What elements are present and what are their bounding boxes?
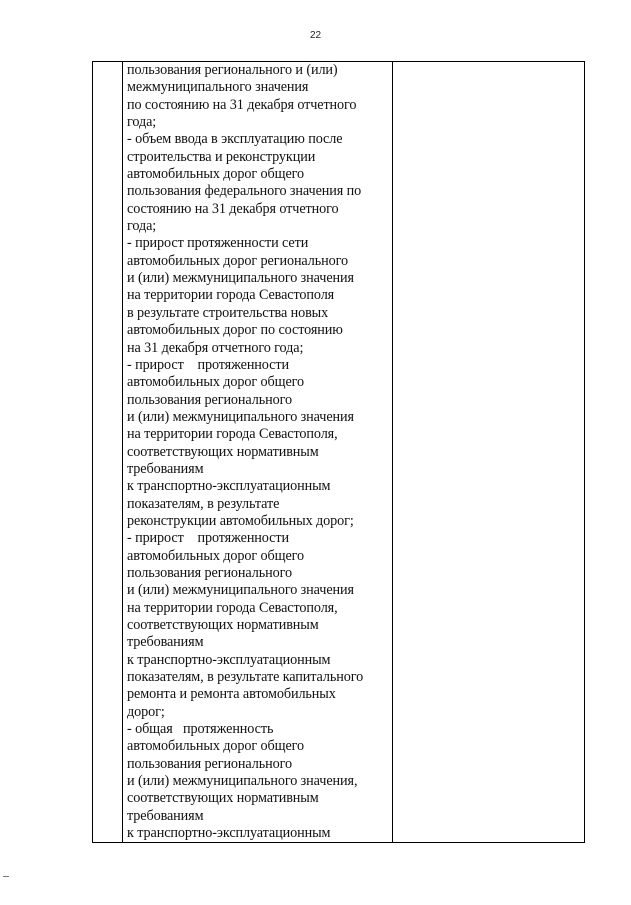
text-line: года; (127, 218, 157, 235)
text-line: и (или) межмуниципального значения (127, 582, 354, 599)
indicators-text (123, 62, 392, 842)
text-line: автомобильных дорог общего (127, 547, 305, 564)
text-line: пользования регионального (127, 391, 292, 408)
text-line: к транспортно-эксплуатационным (127, 651, 331, 668)
text-line: автомобильных дорог общего (127, 374, 305, 391)
text-line: на территории города Севастополя, (127, 426, 338, 443)
text-line: пользования регионального (127, 564, 292, 581)
text-line: на территории города Севастополя (127, 287, 335, 304)
text-line: соответствующих нормативным (127, 790, 319, 807)
text-line: автомобильных дорог по состоянию (127, 322, 343, 339)
text-line: требованиям (127, 807, 204, 824)
text-line: дорог; (127, 703, 165, 720)
text-line: - общая протяженность (127, 721, 274, 738)
text-line: требованиям (127, 634, 204, 651)
text-line: и (или) межмуниципального значения, (127, 773, 358, 790)
text-line: требованиям (127, 460, 204, 477)
text-line: автомобильных дорог регионального (127, 252, 348, 269)
text-line: пользования регионального и (или) (127, 62, 338, 78)
values-cell (393, 62, 585, 843)
text-line: и (или) межмуниципального значения (127, 270, 354, 287)
text-line: на территории города Севастополя, (127, 599, 338, 616)
indicators-cell (123, 62, 393, 843)
text-line: межмуниципального значения (127, 79, 309, 96)
text-line: к транспортно-эксплуатационным (127, 478, 331, 495)
text-line: по состоянию на 31 декабря отчетного (127, 96, 357, 113)
text-line: соответствующих нормативным (127, 617, 319, 633)
text-line: пользования регионального (127, 755, 292, 772)
text-line: - прирост протяженности сети (127, 235, 309, 252)
margin-mark (3, 876, 9, 877)
text-line: на 31 декабря отчетного года; (127, 339, 304, 356)
text-line: к транспортно-эксплуатационным (127, 825, 331, 842)
text-line: состоянию на 31 декабря отчетного (127, 200, 339, 217)
text-line: в результате строительства новых (127, 304, 329, 321)
text-line: - прирост протяженности (127, 356, 289, 373)
table-row (93, 62, 585, 843)
text-line: соответствующих нормативным (127, 443, 319, 460)
document-table (92, 61, 585, 843)
text-line: пользования федерального значения по (127, 183, 362, 200)
text-line: показателям, в результате (127, 495, 280, 512)
page-number: 22 (309, 30, 322, 41)
text-line: и (или) межмуниципального значения (127, 408, 354, 425)
number-cell (93, 62, 123, 843)
text-line: - прирост протяженности (127, 530, 289, 547)
text-line: автомобильных дорог общего (127, 738, 305, 755)
text-line: автомобильных дорог общего (127, 166, 305, 183)
text-line: - объем ввода в эксплуатацию после (127, 131, 343, 148)
text-line: ремонта и ремонта автомобильных (127, 686, 336, 703)
text-line: реконструкции автомобильных дорог; (127, 512, 354, 529)
text-line: показателям, в результате капитального (127, 669, 364, 686)
text-line: строительства и реконструкции (127, 148, 316, 165)
text-line: года; (127, 114, 157, 131)
